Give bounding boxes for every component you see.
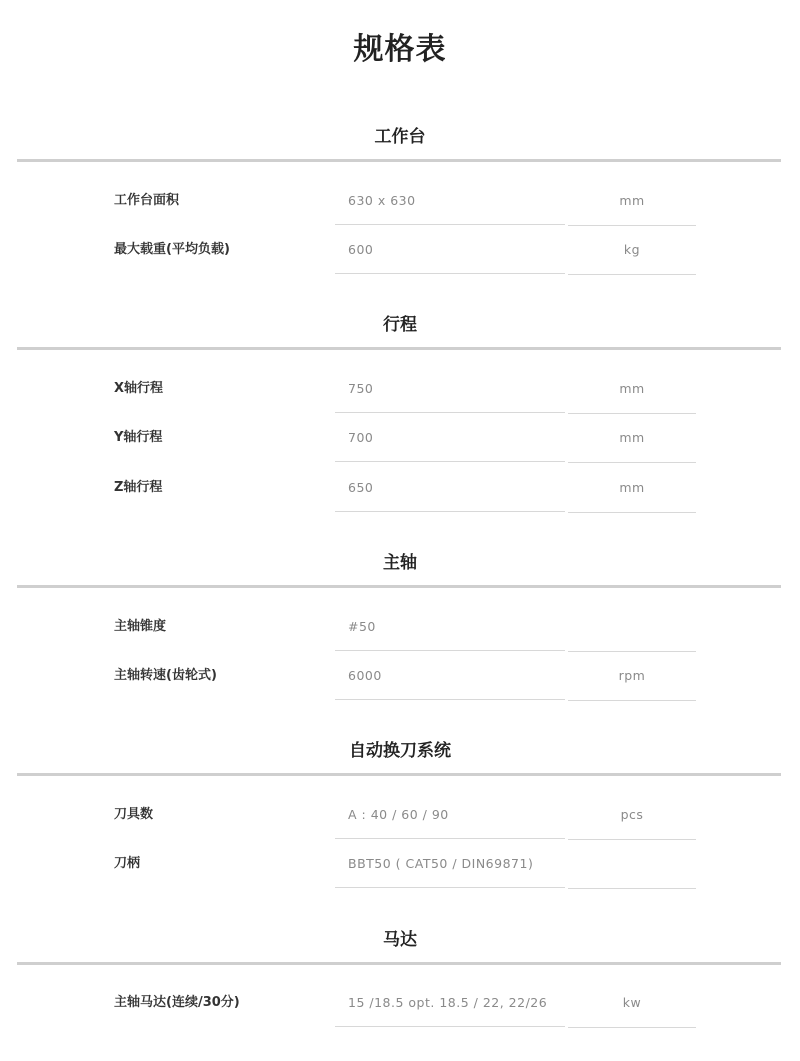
section-title: 主轴	[383, 553, 417, 573]
section-divider	[17, 962, 781, 965]
section-title: 行程	[383, 315, 417, 335]
section-divider	[17, 585, 781, 588]
spec-value: 600	[335, 225, 565, 274]
spec-row	[0, 839, 800, 889]
spec-row	[0, 413, 800, 463]
spec-label: 主轴转速(齿轮式)	[114, 668, 217, 683]
spec-label: 主轴锥度	[114, 619, 167, 634]
spec-row	[0, 225, 800, 275]
spec-row	[0, 463, 800, 513]
spec-unit: kw	[568, 978, 696, 1028]
spec-unit: mm	[568, 413, 696, 463]
spec-value: 750	[335, 364, 565, 413]
spec-label: 最大载重(平均负载)	[114, 242, 230, 257]
spec-row	[0, 978, 800, 1028]
spec-row	[0, 176, 800, 226]
spec-unit: pcs	[568, 790, 696, 840]
spec-label: 刀具数	[114, 807, 154, 822]
spec-value: #50	[335, 602, 565, 651]
page-title: 规格表	[353, 32, 447, 67]
section-title: 工作台	[374, 127, 426, 147]
spec-label: 主轴马达(连续/30分)	[114, 995, 240, 1010]
spec-label: Z轴行程	[114, 480, 163, 495]
spec-unit: mm	[568, 176, 696, 226]
spec-value: 15 /18.5 opt. 18.5 / 22, 22/26	[335, 978, 565, 1027]
section-divider	[17, 347, 781, 350]
spec-label: 工作台面积	[114, 193, 180, 208]
spec-row	[0, 364, 800, 414]
spec-label: X轴行程	[114, 381, 164, 396]
spec-label: 刀柄	[114, 856, 141, 871]
section-title: 自动换刀系统	[349, 741, 451, 761]
spec-unit: mm	[568, 463, 696, 513]
spec-value: 6000	[335, 651, 565, 700]
spec-row	[0, 602, 800, 652]
spec-value: 630 x 630	[335, 176, 565, 225]
spec-row	[0, 651, 800, 701]
spec-unit: rpm	[568, 651, 696, 701]
spec-row	[0, 790, 800, 840]
section-divider	[17, 159, 781, 162]
spec-unit	[568, 839, 696, 889]
spec-value: BBT50 ( CAT50 / DIN69871)	[335, 839, 565, 888]
spec-value: 700	[335, 413, 565, 462]
spec-unit: mm	[568, 364, 696, 414]
spec-unit: kg	[568, 225, 696, 275]
spec-value: 650	[335, 463, 565, 512]
spec-value: A : 40 / 60 / 90	[335, 790, 565, 839]
section-title: 马达	[383, 930, 417, 950]
section-divider	[17, 773, 781, 776]
spec-unit	[568, 602, 696, 652]
spec-label: Y轴行程	[114, 430, 163, 445]
